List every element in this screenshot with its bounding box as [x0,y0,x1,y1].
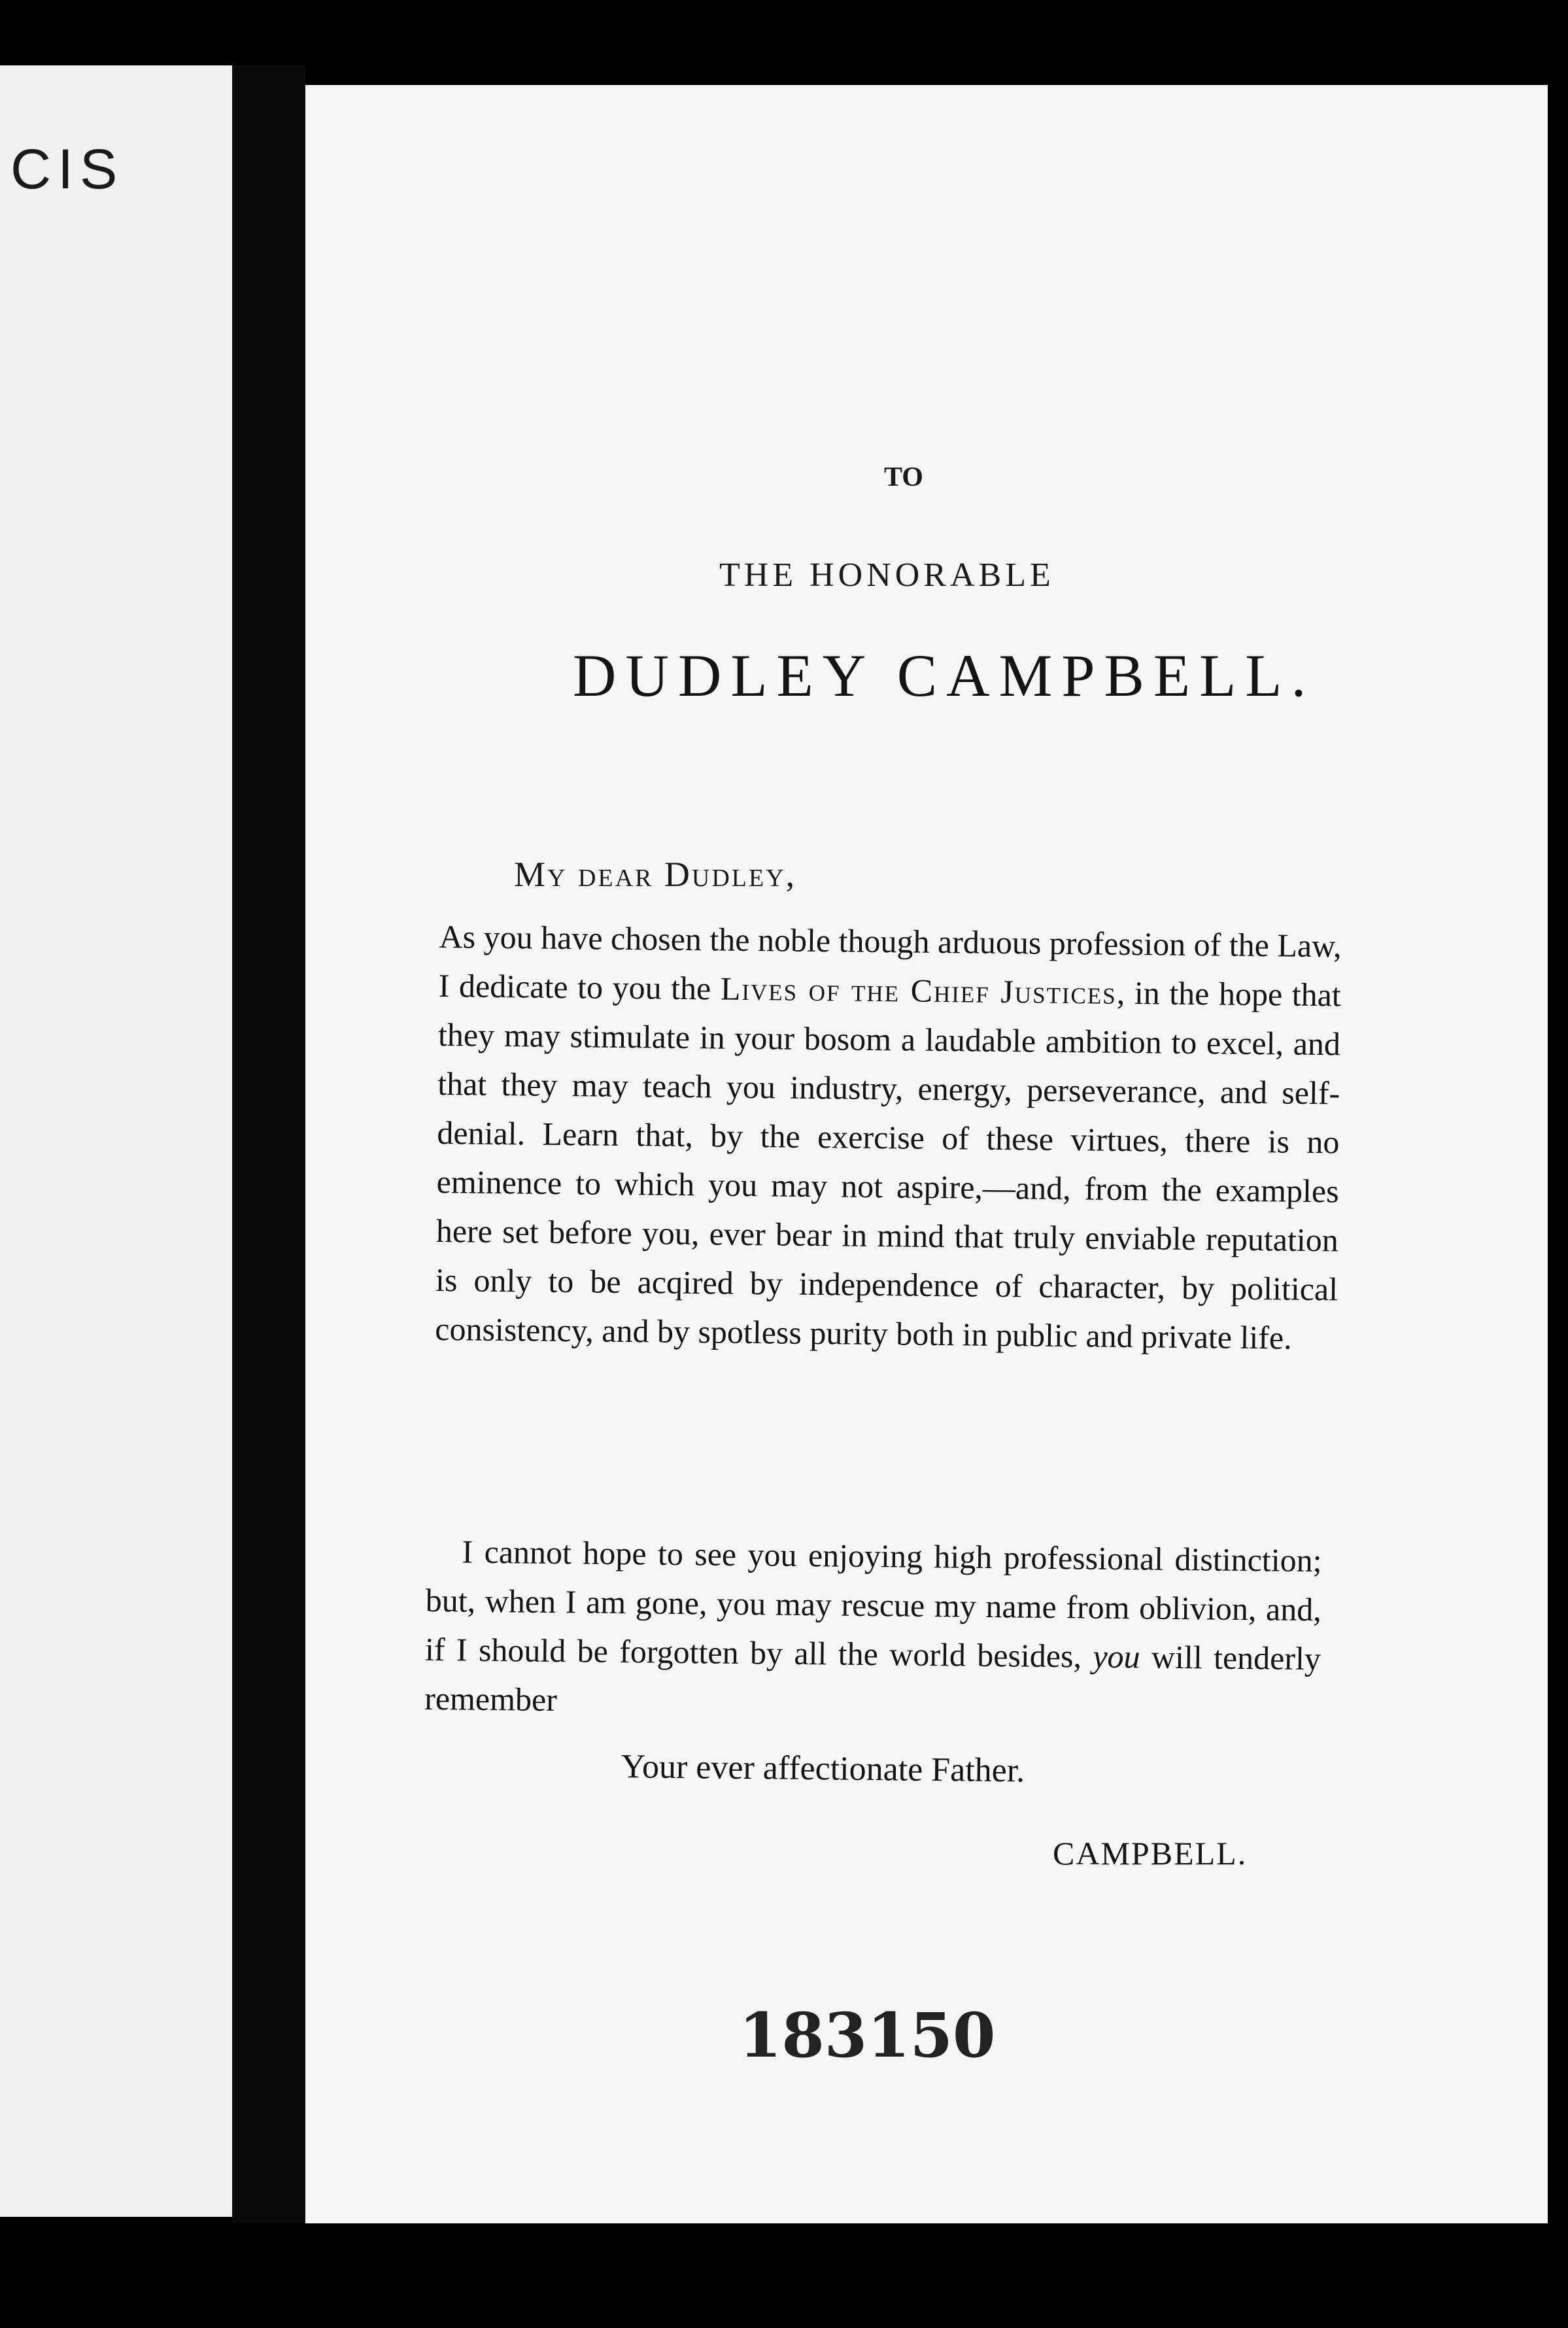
letter-signature: CAMPBELL. [1053,1835,1248,1872]
dedication-honorable: THE HONORABLE [719,556,1055,594]
book-title: Lives of the Chief Justices [720,970,1117,1011]
letter-closing: Your ever affectionate Father. [621,1748,1025,1790]
dedication-name: DUDLEY CAMPBELL. [573,642,1316,709]
letter-p2-emphasis: you [1093,1637,1140,1675]
book-spine [232,65,305,2223]
library-stamp-number: 183150 [739,2000,996,2072]
letter-salutation: My dear Dudley, [514,855,797,894]
letter-paragraph-2 [424,1527,1322,1732]
facing-page [0,65,232,2217]
letter-paragraph-1 [435,912,1342,1363]
letter-p1-text-b: , in the hope that they may stimulate in your bosom a laudable ambition to excel, and that they may teach you industry, energy, perseverance, and self-denial. Learn that, by the exercise of these virtues, there is no eminence to which you may not aspire,—and, from the examples here set before you, ever bear in mind that truly enviable reputation is only to be acqired by independence of character, by political consistency, and by spotless purity both in public and private life. [435,974,1342,1356]
letter-p2-text-b: will tenderly remember [424,1638,1321,1719]
dedication-to: TO [884,462,923,492]
letter-p1-text-a: As you have chosen the noble though arduous profession of the Law, I dedicate to you the [438,917,1342,1007]
facing-page-fragment: CIS [10,138,124,201]
letter-p2-text-a: I cannot hope to see you enjoying high professional distinction; but, when I am gone, you may rescue my name from oblivion, and, if I should be forgotten by all the world besides, [424,1533,1322,1675]
